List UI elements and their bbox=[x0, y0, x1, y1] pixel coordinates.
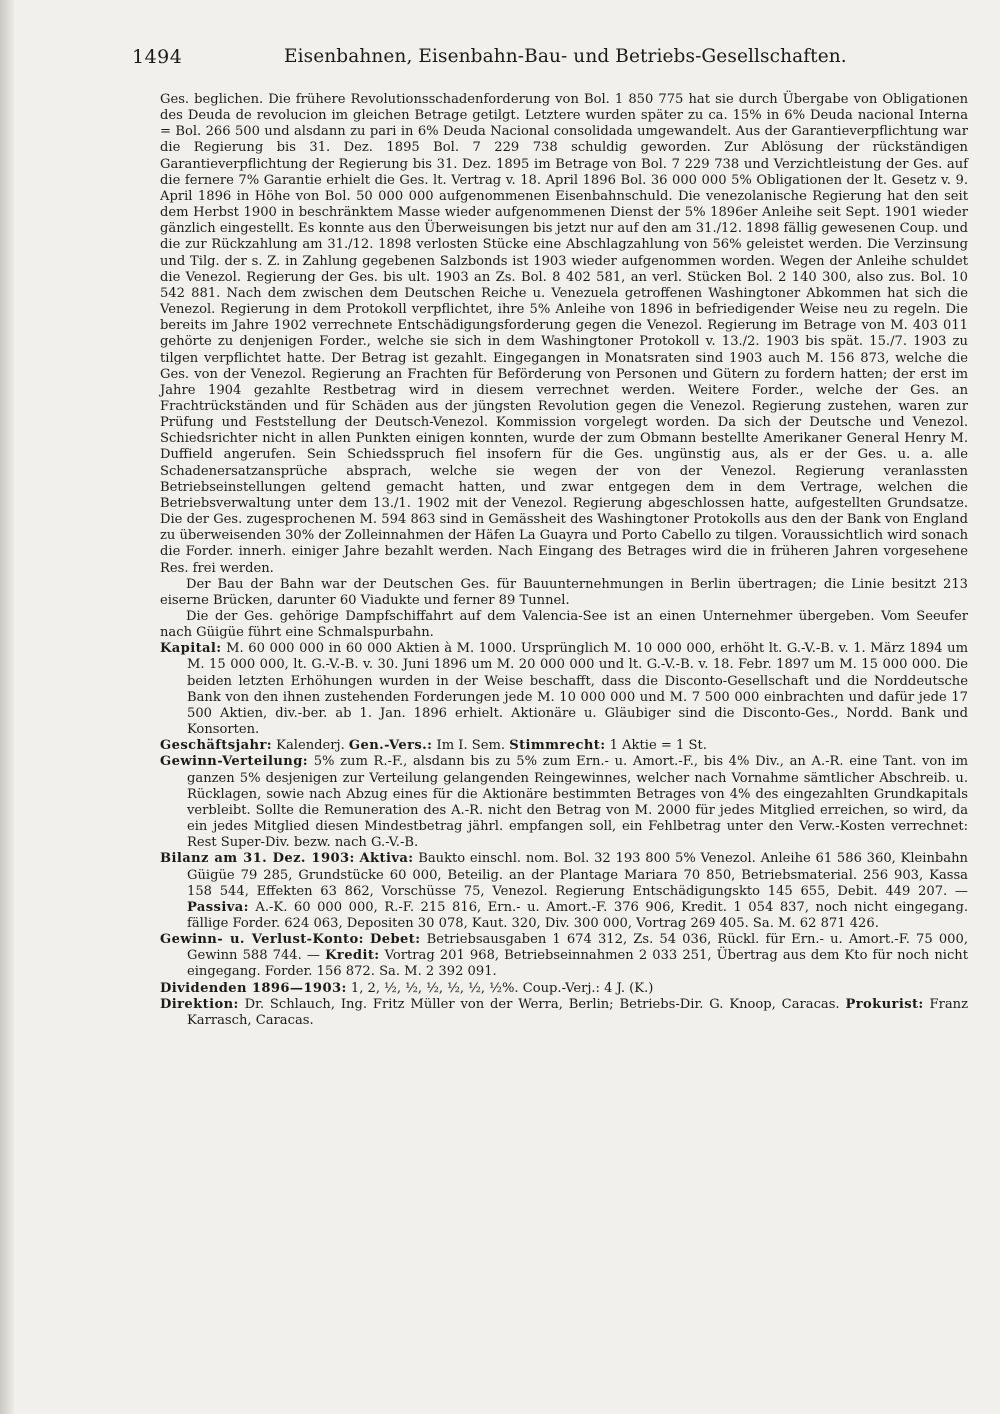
page-header bbox=[132, 46, 960, 74]
text-aktiva: Baukto einschl. nom. Bol. 32 193 800 5% Venezol. Anleihe 61 586 360, Kleinbahn Güigüe 79 285, Grundstücke 60 000, Beteilig. an der Plantage Mariara 70 850, Betriebsmaterial. 256 903, Kassa 158 544, Effekten 63 862, Vorschüsse 75, Venezol. Regierung Entschädigungskto 145 655, Debit. 449 207. — bbox=[187, 851, 968, 899]
text-direktion: Dr. Schlauch, Ing. Fritz Müller von der Werra, Berlin; Betriebs-Dir. G. Knoop, Caracas. bbox=[244, 996, 840, 1012]
intro-paragraph: Ges. beglichen. Die frühere Revolutionsschadenforderung von Bol. 1 850 775 hat sie durch Übergabe von Obligationen des Deuda de revolucion im gleichen Betrage getilgt. Letztere wurden später zu ca. 15% in 6% Deuda nacional Interna = Bol. 266 500 und alsdann zu pari in 6% Deuda Nacional consolidada umgewandelt. Aus der Garantieverpflichtung war die Regierung bis 31. Dez. 1895 Bol. 7 229 738 schuldig geworden. Zur Ablösung der rückständigen Garantieverpflichtung der Regierung bis 31. Dez. 1895 im Betrage von Bol. 7 229 738 und Verzichtleistung der Ges. auf die fernere 7% Garantie erhielt die Ges. lt. Vertrag v. 18. April 1896 Bol. 36 000 000 5% Obligationen der lt. Gesetz v. 9. April 1896 in Höhe von Bol. 50 000 000 aufgenommenen Eisenbahnschuld. Die venezolanische Regierung hat den seit dem Herbst 1900 in beschränktem Masse wieder aufgenommenen Dienst der 5% 1896er Anleihe seit Sept. 1901 wieder gänzlich eingestellt. Es konnte aus den Überweisungen bis jetzt nur auf den am 31./12. 1898 fällig gewesenen Coup. und die zur Rückzahlung am 31./12. 1898 verlosten Stücke eine Abschlagzahlung von 56% geleistet werden. Die Verzinsung und Tilg. der s. Z. in Zahlung gegebenen Salzbonds ist 1903 wieder aufgenommen worden. Wegen der Anleihe schuldet die Venezol. Regierung der Ges. bis ult. 1903 an Zs. Bol. 8 402 581, an verl. Stücken Bol. 2 140 300, also zus. Bol. 10 542 881. Nach dem zwischen dem Deutschen Reiche u. Venezuela getroffenen Washingtoner Abkommen hat sich die Venezol. Regierung in dem Protokoll verpflichtet, ihre 5% Anleihe von 1896 in befriedigender Weise neu zu regeln. Die bereits im Jahre 1902 verrechnete Entschädigungsforderung gegen die Venezol. Regierung im Betrage von M. 403 011 gehörte zu denjenigen Forder., welche sie sich in dem Washingtoner Protokoll v. 13./2. 1903 bis spät. 15./7. 1903 zu tilgen verpflichtet hatte. Der Betrag ist gezahlt. Eingegangen in Monatsraten sind 1903 auch M. 156 873, welche die Ges. von der Venezol. Regierung an Frachten für Beförderung von Personen und Gütern zu fordern hatten; der erst im Jahre 1904 gezahlte Restbetrag wird in diesem verrechnet werden. Weitere Forder., welche der Ges. an Frachtrückständen und für Schäden aus der jüngsten Revolution gegen die Venezol. Regierung zustehen, waren zur Prüfung und Feststellung der Deutsch-Venezol. Kommission vorgelegt worden. Da sich der Deutsche und Venezol. Schiedsrichter nicht in allen Punkten einigen konnten, wurde der zum Obmann bestellte Amerikaner General Henry M. Duffield angerufen. Sein Schiedsspruch fiel insofern für die Ges. ungünstig aus, als er der Ges. u. a. alle Schadenersatzansprüche absprach, welche sie wegen der von der Venezol. Regierung veranlassten Betriebseinstellungen geltend gemacht hatten, und zwar entgegen dem in dem Vertrage, welchen die Betriebsverwaltung unter dem 13./1. 1902 mit der Venezol. Regierung abgeschlossen hatte, aufgestellten Grundsatze. Die der Ges. zugesprochenen M. 594 863 sind in Gemässheit des Washingtoner Protokolls aus den der Bank von England zu überweisenden 30% der Zolleinnahmen der Häfen La Guayra und Porto Cabello zu tilgen. Voraussichtlich wird sonach die Forder. innerh. einiger Jahre bezahlt werden. Nach Eingang des Betrages wird die in früheren Jahren vorgesehene Res. frei werden. bbox=[160, 92, 968, 576]
label-kredit: Kredit: bbox=[325, 948, 380, 964]
section-kapital bbox=[160, 641, 968, 738]
text-kredit: Vortrag 201 968, Betriebseinnahmen 2 033 251, Übertrag aus dem Kto für noch nicht eingegang. Forder. 156 872. Sa. M. 2 392 091. bbox=[187, 948, 969, 980]
label-gen-vers: Gen.-Vers.: bbox=[348, 738, 433, 754]
label-geschaeftsjahr: Geschäftsjahr: bbox=[160, 738, 272, 754]
text-prokurist: Franz Karrasch, Caracas. bbox=[187, 996, 969, 1028]
label-gewinn-verlust: Gewinn- u. Verlust-Konto: bbox=[160, 932, 364, 948]
section-gewinn-verlust bbox=[160, 932, 968, 980]
label-dividenden: Dividenden 1896—1903: bbox=[160, 980, 347, 996]
text-stimmrecht: 1 Aktie = 1 St. bbox=[609, 738, 707, 754]
label-prokurist: Prokurist: bbox=[845, 996, 924, 1012]
text-geschaeftsjahr: Kalenderj. bbox=[276, 738, 345, 754]
label-gewinn-verteilung: Gewinn-Verteilung: bbox=[160, 754, 309, 770]
label-bilanz: Bilanz am 31. Dez. 1903: bbox=[160, 851, 355, 867]
text-kapital: M. 60 000 000 in 60 000 Aktien à M. 1000. Ursprünglich M. 10 000 000, erhöht lt. G.-V.-B. v. 1. März 1894 um M. 15 000 000, lt. G.-V.-B. v. 30. Juni 1896 um M. 20 000 000 und lt. G.-V.-B. v. 18. Febr. 1897 um M. 15 000 000. Die beiden letzten Erhöhungen wurden in der Weise beschafft, dass die Disconto-Gesellschaft und die Norddeutsche Bank von den ihnen zustehenden Forderungen jede M. 10 000 000 und M. 7 500 000 einbrachten und dafür jede 17 500 Aktien, div.-ber. ab 1. Jan. 1896 erhielt. Aktionäre u. Gläubiger sind die Disconto-Ges., Nordd. Bank und Konsorten. bbox=[187, 641, 968, 738]
label-stimmrecht: Stimmrecht: bbox=[509, 738, 606, 754]
label-kapital: Kapital: bbox=[160, 641, 222, 657]
page-edge-shadow bbox=[0, 0, 14, 1414]
text-debet: Betriebsausgaben 1 674 312, Zs. 54 036, Rückl. für Ern.- u. Amort.-F. 75 000, Gewinn 588 744. — bbox=[187, 932, 968, 964]
text-gen-vers: Im I. Sem. bbox=[436, 738, 506, 754]
text-dividenden: 1, 2, ½, ½, ½, ½, ½, ½%. Coup.-Verj.: 4 J. (K.) bbox=[350, 980, 654, 996]
section-dividenden bbox=[160, 981, 968, 997]
text-gewinn-verteilung: 5% zum R.-F., alsdann bis zu 5% zum Ern.- u. Amort.-F., bis 4% Div., an A.-R. eine Tant. von im ganzen 5% desjenigen zur Verteilung gelangenden Reingewinnes, welcher nach Vornahme sämtlicher Abschreib. u. Rücklagen, sowie nach Abzug eines für die Aktionäre bestimmten Betrages von 4% des eingezahlten Grundkapitals verbleibt. Sollte die Remuneration des A.-R. nicht den Betrag von M. 2000 für jedes Mitglied erreichen, so wird, da ein jedes Mitglied diesen Mindestbetrag jährl. empfangen soll, ein Fehlbetrag unter den Verw.-Kosten verrechnet: Rest Super-Div. bezw. nach G.-V.-B. bbox=[187, 754, 968, 851]
text-passiva: A.-K. 60 000 000, R.-F. 215 816, Ern.- u. Amort.-F. 376 906, Kredit. 1 054 837, noch nicht eingegang. fällige Forder. 624 063, Depositen 30 078, Kaut. 320, Div. 300 000, Vortrag 269 405. Sa. M. 62 871 426. bbox=[187, 899, 968, 931]
section-geschaeftsjahr bbox=[160, 738, 968, 754]
section-gewinn-verteilung bbox=[160, 754, 968, 851]
section-bilanz bbox=[160, 851, 968, 932]
label-direktion: Direktion: bbox=[160, 996, 239, 1012]
page-body bbox=[160, 92, 968, 1029]
running-title: Eisenbahnen, Eisenbahn-Bau- und Betriebs-Gesellschaften. bbox=[284, 46, 847, 67]
label-passiva: Passiva: bbox=[187, 899, 249, 915]
label-debet: Debet: bbox=[370, 932, 421, 948]
paragraph-dampfschiffahrt: Die der Ges. gehörige Dampfschiffahrt auf dem Valencia-See ist an einen Unternehmer übergeben. Vom Seeufer nach Güigüe führt eine Schmalspurbahn. bbox=[160, 609, 968, 641]
label-aktiva: Aktiva: bbox=[359, 851, 414, 867]
section-direktion bbox=[160, 997, 968, 1029]
page-number: 1494 bbox=[132, 46, 183, 68]
paragraph-bau: Der Bau der Bahn war der Deutschen Ges. für Bauunternehmungen in Berlin übertragen; die Linie besitzt 213 eiserne Brücken, darunter 60 Viadukte und ferner 89 Tunnel. bbox=[160, 576, 968, 608]
